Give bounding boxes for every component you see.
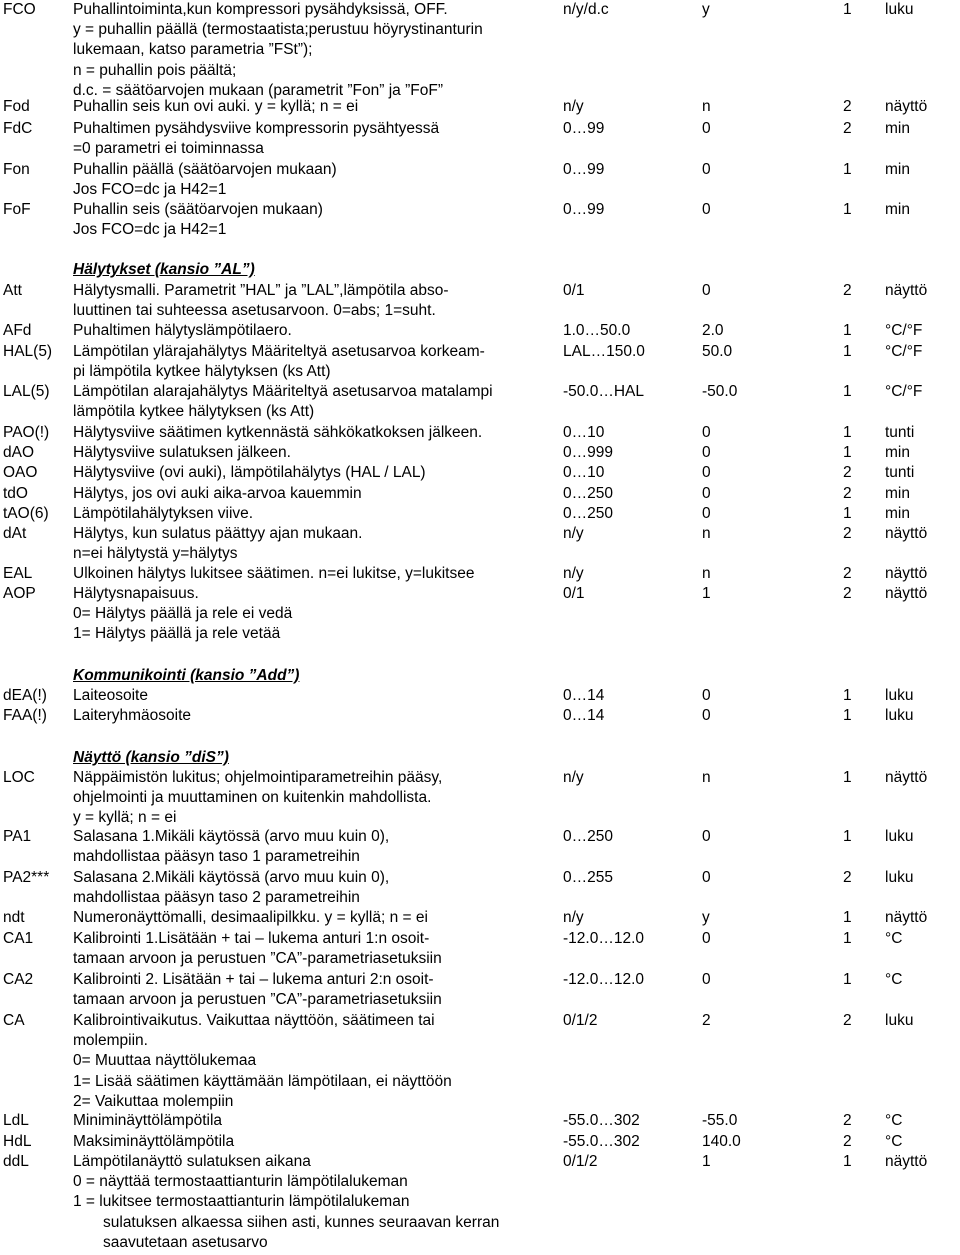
parameter-level: 1 [843,687,852,704]
description-line: 0= Hälytys päällä ja rele ei vedä [73,605,293,623]
description-line: d.c. = säätöarvojen mukaan (parametrit ”Fon” ja ”FoF” [73,81,443,99]
parameter-code: LAL(5) [3,383,50,400]
parameter-description [73,97,358,117]
description-line: Hälytys, jos ovi auki aika-arvoa kauemmin [73,485,362,502]
parameter-code: ndt [3,909,25,926]
parameter-range: 0…10 [563,424,605,441]
description-line: Kalibrointivaikutus. Vaikuttaa näyttöön, säätimeen tai [73,1012,435,1029]
parameter-level: 2 [843,485,852,502]
description-line: Jos FCO=dc ja H42=1 [73,221,227,239]
parameter-default: -50.0 [702,383,738,400]
parameter-level: 1 [843,322,852,339]
parameter-code: AFd [3,322,32,339]
parameter-default: 1 [702,1153,711,1170]
parameter-unit: näyttö [885,565,928,582]
parameter-default: n [702,98,711,115]
description-line: molempiin. [73,1032,148,1050]
parameter-range: 0…255 [563,869,613,886]
parameter-range: n/y [563,98,584,115]
description-line: Hälytysmalli. Parametrit ”HAL” ja ”LAL”,lämpötila abso- [73,282,449,299]
parameter-default: 1 [702,585,711,602]
description-line: tamaan arvoon ja perustuen ”CA”-parametriasetuksiin [73,991,442,1009]
parameter-level: 2 [843,120,852,137]
parameter-range: 0…99 [563,120,605,137]
description-line: Laiteosoite [73,687,148,704]
parameter-level: 1 [843,343,852,360]
parameter-description [73,321,292,341]
description-line: mahdollistaa pääsyn taso 1 parametreihin [73,848,360,866]
parameter-description [73,868,389,908]
parameter-unit: luku [885,687,914,704]
parameter-unit: näyttö [885,1153,928,1170]
parameter-code: dEA(!) [3,687,47,704]
parameter-code: Fon [3,161,30,178]
description-line: Puhallintoiminta,kun kompressori pysähdyksissä, OFF. [73,1,448,18]
description-line: y = puhallin päällä (termostaatista;perustuu höyrystinanturin [73,21,483,39]
parameter-description [73,524,362,564]
parameter-range: 0/1 [563,585,585,602]
parameter-unit: näyttö [885,585,928,602]
parameter-unit: °C [885,930,903,947]
description-line: =0 parametri ei toiminnassa [73,140,264,158]
parameter-unit: näyttö [885,98,928,115]
parameter-code: FoF [3,201,31,218]
parameter-default: 0 [702,971,711,988]
parameter-code: tAO(6) [3,505,49,522]
description-line: Puhaltimen hälytyslämpötilaero. [73,322,292,339]
parameter-unit: °C/°F [885,383,923,400]
description-line: n = puhallin pois päältä; [73,61,237,79]
parameter-code: LdL [3,1112,29,1129]
parameter-code: CA2 [3,971,34,988]
parameter-description [73,706,191,726]
parameter-default: 0 [702,424,711,441]
parameter-unit: min [885,505,910,522]
parameter-level: 1 [843,424,852,441]
parameter-code: PA2*** [3,869,50,886]
parameter-code: HAL(5) [3,343,53,360]
parameter-level: 1 [843,909,852,926]
parameter-unit: luku [885,828,914,845]
parameter-default: 0 [702,444,711,461]
parameter-default: 0 [702,828,711,845]
description-line: Puhallin päällä (säätöarvojen mukaan) [73,161,337,178]
parameter-description [73,1111,222,1131]
parameter-unit: näyttö [885,525,928,542]
parameter-description [73,443,291,463]
parameter-description [73,1152,499,1253]
parameter-unit: tunti [885,464,915,481]
parameter-default: 0 [702,687,711,704]
parameter-description [73,908,428,928]
parameter-description [73,342,485,382]
parameter-range: n/y [563,769,584,786]
description-line: Hälytysviive sulatuksen jälkeen. [73,444,291,461]
description-line: Jos FCO=dc ja H42=1 [73,181,227,199]
parameter-range: -12.0…12.0 [563,930,644,947]
parameter-unit: luku [885,707,914,724]
parameter-range: 0…99 [563,201,605,218]
section-heading-communication: Kommunikointi (kansio ”Add”) [73,667,300,684]
parameter-code: PA1 [3,828,32,845]
parameter-description [73,970,442,1010]
parameter-default: 50.0 [702,343,733,360]
parameter-range: -55.0…302 [563,1133,640,1150]
parameter-level: 1 [843,505,852,522]
parameter-unit: °C [885,1133,903,1150]
parameter-unit: min [885,120,910,137]
parameter-unit: luku [885,1012,914,1029]
parameter-unit: min [885,485,910,502]
parameter-default: n [702,525,711,542]
parameter-range: LAL…150.0 [563,343,645,360]
parameter-code: LOC [3,769,35,786]
parameter-description [73,484,362,504]
parameter-range: 0…10 [563,464,605,481]
parameter-default: 0 [702,869,711,886]
description-line: Lämpötilan alarajahälytys Määriteltyä asetusarvoa matalampi [73,383,493,400]
description-line: Hälytysviive säätimen kytkennästä sähkökatkoksen jälkeen. [73,424,483,441]
parameter-level: 1 [843,161,852,178]
parameter-default: 0 [702,120,711,137]
parameter-default: 0 [702,282,711,299]
description-line: Kalibrointi 1.Lisätään + tai – lukema anturi 1:n osoit- [73,930,430,947]
parameter-level: 2 [843,464,852,481]
parameter-range: 0/1/2 [563,1012,598,1029]
parameter-code: AOP [3,585,36,602]
description-line: Hälytys, kun sulatus päättyy ajan mukaan. [73,525,363,542]
parameter-level: 2 [843,565,852,582]
parameter-unit: luku [885,1,914,18]
parameter-default: 0 [702,201,711,218]
parameter-level: 1 [843,444,852,461]
description-line: Kalibrointi 2. Lisätään + tai – lukema anturi 2:n osoit- [73,971,434,988]
description-line: Näppäimistön lukitus; ohjelmointiparametreihin pääsy, [73,769,443,786]
parameter-level: 1 [843,769,852,786]
parameter-description [73,564,474,584]
parameter-level: 1 [843,383,852,400]
parameter-level: 2 [843,1133,852,1150]
parameter-level: 1 [843,1,852,18]
parameter-level: 1 [843,930,852,947]
parameter-range: n/y [563,525,584,542]
section-heading-alarms: Hälytykset (kansio ”AL”) [73,261,255,278]
parameter-default: 2.0 [702,322,724,339]
parameter-code: CA [3,1012,25,1029]
description-line: Miniminäyttölämpötila [73,1112,223,1129]
description-line: Lämpötilahälytyksen viive. [73,505,254,522]
parameter-default: 0 [702,161,711,178]
parameter-code: ddL [3,1153,29,1170]
section-heading-display: Näyttö (kansio ”diS”) [73,749,229,766]
parameter-description [73,584,292,645]
parameter-default: -55.0 [702,1112,738,1129]
parameter-level: 1 [843,201,852,218]
description-line: Puhallin seis kun ovi auki. y = kyllä; n = ei [73,98,359,115]
parameter-default: 0 [702,505,711,522]
parameter-level: 2 [843,585,852,602]
description-line: Lämpötilan ylärajahälytys Määriteltyä asetusarvoa korkeam- [73,343,485,360]
description-line: Hälytysviive (ovi auki), lämpötilahälytys (HAL / LAL) [73,464,426,481]
description-line: luuttinen tai suhteessa asetusarvoon. 0=abs; 1=suht. [73,302,436,320]
description-line: Puhallin seis (säätöarvojen mukaan) [73,201,323,218]
parameter-description [73,1011,452,1112]
parameter-level: 2 [843,1112,852,1129]
description-line: Lämpötilanäyttö sulatuksen aikana [73,1153,311,1170]
parameter-range: -55.0…302 [563,1112,640,1129]
parameter-default: y [702,909,710,926]
description-line: 1 = lukitsee termostaattianturin lämpötilalukeman [73,1193,410,1211]
parameter-range: -12.0…12.0 [563,971,644,988]
parameter-level: 2 [843,1012,852,1029]
description-line: Laiteryhmäosoite [73,707,192,724]
parameter-level: 1 [843,1153,852,1170]
parameter-unit: °C/°F [885,343,923,360]
parameter-unit: näyttö [885,909,928,926]
parameter-code: tdO [3,485,28,502]
parameter-description [73,200,323,240]
description-line: 1= Hälytys päällä ja rele vetää [73,625,281,643]
parameter-code: HdL [3,1133,32,1150]
parameter-description [73,0,483,101]
description-line: Maksiminäyttölämpötila [73,1133,235,1150]
parameter-default: n [702,565,711,582]
parameter-range: 0…250 [563,505,613,522]
parameter-description [73,827,389,867]
parameter-code: OAO [3,464,38,481]
description-line: Salasana 2.Mikäli käytössä (arvo muu kuin 0), [73,869,390,886]
parameter-range: 0…14 [563,707,605,724]
parameter-default: 2 [702,1012,711,1029]
parameter-description [73,504,253,524]
parameter-range: n/y [563,565,584,582]
parameter-range: 0…250 [563,485,613,502]
description-line: Puhaltimen pysähdysviive kompressorin pysähtyessä [73,120,440,137]
parameter-description [73,160,337,200]
parameter-level: 2 [843,869,852,886]
parameter-code: FAA(!) [3,707,47,724]
parameter-default: 0 [702,930,711,947]
parameter-description [73,1132,234,1152]
description-line: pi lämpötila kytkee hälytyksen (ks Att) [73,363,331,381]
parameter-level: 2 [843,98,852,115]
parameter-range: 1.0…50.0 [563,322,631,339]
description-line: n=ei hälytystä y=hälytys [73,545,238,563]
parameter-code: dAO [3,444,35,461]
parameter-description [73,281,449,321]
parameter-unit: näyttö [885,769,928,786]
parameter-default: y [702,1,710,18]
description-line: lämpötila kytkee hälytyksen (ks Att) [73,403,315,421]
parameter-description [73,686,148,706]
description-line: 2= Vaikuttaa molempiin [73,1092,234,1110]
description-line: sulatuksen alkaessa siihen asti, kunnes seuraavan kerran [103,1213,500,1231]
parameter-range: 0/1 [563,282,585,299]
parameter-code: FCO [3,1,36,18]
parameter-unit: tunti [885,424,915,441]
parameter-unit: °C [885,971,903,988]
parameter-unit: luku [885,869,914,886]
description-line: 0 = näyttää termostaattianturin lämpötilalukeman [73,1173,408,1191]
parameter-code: PAO(!) [3,424,50,441]
parameter-level: 1 [843,707,852,724]
parameter-unit: näyttö [885,282,928,299]
description-line: saavutetaan asetusarvo [103,1233,268,1251]
parameter-level: 2 [843,282,852,299]
parameter-code: Att [3,282,22,299]
parameter-range: -50.0…HAL [563,383,644,400]
parameter-range: 0…14 [563,687,605,704]
description-line: tamaan arvoon ja perustuen ”CA”-parametriasetuksiin [73,950,442,968]
parameter-range: 0…99 [563,161,605,178]
parameter-range: 0…250 [563,828,613,845]
parameter-code: EAL [3,565,33,582]
parameter-level: 1 [843,828,852,845]
parameter-level: 2 [843,525,852,542]
description-line: Salasana 1.Mikäli käytössä (arvo muu kuin 0), [73,828,390,845]
parameter-unit: °C/°F [885,322,923,339]
parameter-description [73,463,426,483]
parameter-default: 0 [702,464,711,481]
parameter-level: 1 [843,971,852,988]
parameter-description [73,768,442,829]
description-line: Ulkoinen hälytys lukitsee säätimen. n=ei lukitse, y=lukitsee [73,565,475,582]
parameter-range: 0…999 [563,444,613,461]
parameter-range: 0/1/2 [563,1153,598,1170]
parameter-description [73,929,442,969]
parameter-code: Fod [3,98,30,115]
parameter-unit: °C [885,1112,903,1129]
description-line: 1= Lisää säätimen käyttämään lämpötilaan, ei näyttöön [73,1072,452,1090]
parameter-description [73,119,439,159]
description-line: 0= Muuttaa näyttölukemaa [73,1052,257,1070]
description-line: y = kyllä; n = ei [73,809,177,827]
parameter-code: CA1 [3,930,34,947]
parameter-default: 0 [702,485,711,502]
parameter-default: 0 [702,707,711,724]
parameter-default: n [702,769,711,786]
description-line: mahdollistaa pääsyn taso 2 parametreihin [73,889,360,907]
parameter-code: FdC [3,120,33,137]
description-line: Hälytysnapaisuus. [73,585,199,602]
parameter-description [73,382,493,422]
parameter-range: n/y/d.c [563,1,609,18]
parameter-description [73,423,482,443]
parameter-default: 140.0 [702,1133,741,1150]
parameter-unit: min [885,161,910,178]
description-line: ohjelmointi ja muuttaminen on kuitenkin mahdollista. [73,789,432,807]
description-line: Numeronäyttömalli, desimaalipilkku. y = kyllä; n = ei [73,909,428,926]
parameter-code: dAt [3,525,27,542]
parameter-unit: min [885,444,910,461]
description-line: lukemaan, katso parametria ”FSt”); [73,41,313,59]
parameter-range: n/y [563,909,584,926]
parameter-unit: min [885,201,910,218]
